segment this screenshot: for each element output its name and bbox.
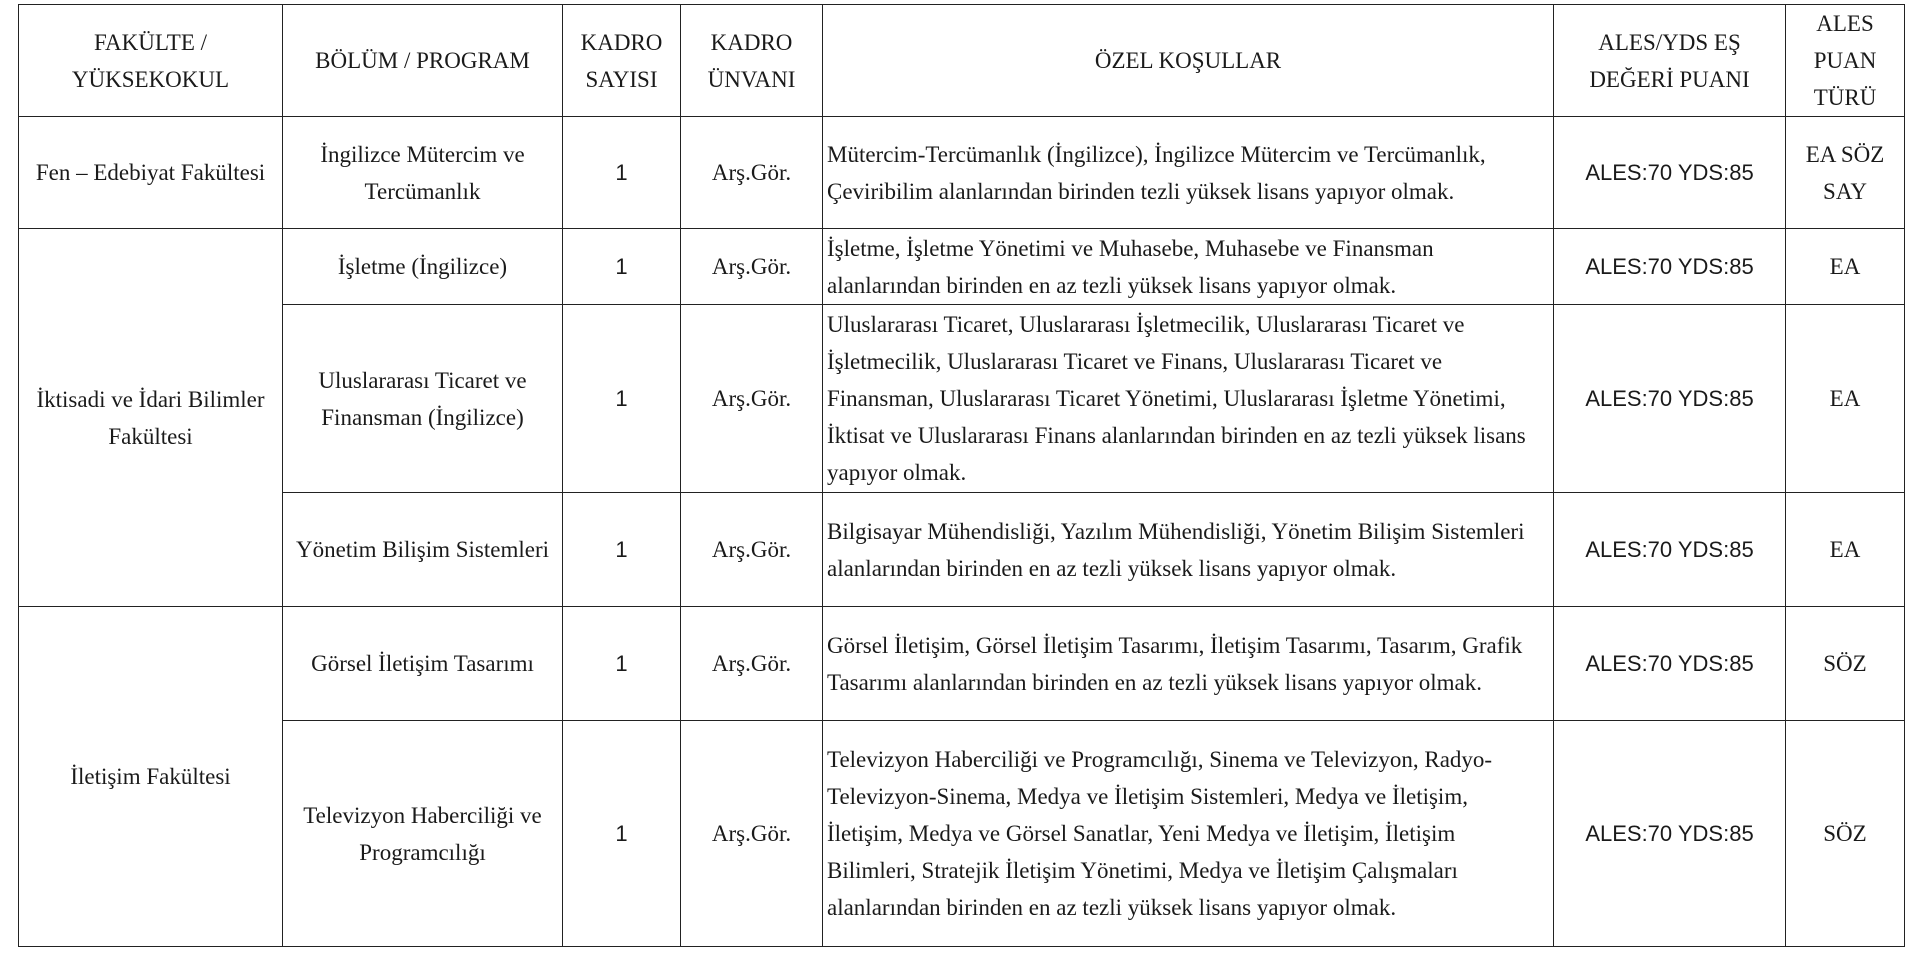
table-row: [19, 607, 1905, 721]
department-cell: İşletme (İngilizce): [283, 229, 563, 305]
count-cell: 1: [563, 117, 681, 229]
table-row: [19, 721, 1905, 947]
score-cell: ALES:70 YDS:85: [1554, 721, 1786, 947]
header-faculty: FAKÜLTE / YÜKSEKOKUL: [19, 5, 283, 117]
conditions-cell: Mütercim-Tercümanlık (İngilizce), İngilizce Mütercim ve Tercümanlık, Çeviribilim alanlarından birinden tezli yüksek lisans yapıyor olmak.: [823, 117, 1554, 229]
count-cell: 1: [563, 229, 681, 305]
header-count: KADRO SAYISI: [563, 5, 681, 117]
faculty-cell: İletişim Fakültesi: [19, 607, 283, 947]
header-score: ALES/YDS EŞ DEĞERİ PUANI: [1554, 5, 1786, 117]
score-type-cell: SÖZ: [1786, 607, 1905, 721]
score-type-cell: EA SÖZ SAY: [1786, 117, 1905, 229]
count-cell: 1: [563, 305, 681, 493]
score-cell: ALES:70 YDS:85: [1554, 305, 1786, 493]
header-conditions: ÖZEL KOŞULLAR: [823, 5, 1554, 117]
header-score-type: ALES PUAN TÜRÜ: [1786, 5, 1905, 117]
table-row: [19, 305, 1905, 493]
conditions-cell: Uluslararası Ticaret, Uluslararası İşletmecilik, Uluslararası Ticaret ve İşletmecilik, Uluslararası Ticaret ve Finans, Uluslararası Ticaret ve Finansman, Uluslararası Ticaret Yönetimi, Uluslararası İşletme Yönetimi, İktisat ve Uluslararası Finans alanlarından birinden en az tezli yüksek lisans yapıyor olmak.: [823, 305, 1554, 493]
department-cell: Görsel İletişim Tasarımı: [283, 607, 563, 721]
conditions-cell: Görsel İletişim, Görsel İletişim Tasarımı, İletişim Tasarımı, Tasarım, Grafik Tasarımı alanlarından birinden en az tezli yüksek lisans yapıyor olmak.: [823, 607, 1554, 721]
conditions-cell: Bilgisayar Mühendisliği, Yazılım Mühendisliği, Yönetim Bilişim Sistemleri alanlarından birinden en az tezli yüksek lisans yapıyor olmak.: [823, 493, 1554, 607]
title-cell: Arş.Gör.: [681, 305, 823, 493]
positions-table: [18, 4, 1905, 947]
header-title: KADRO ÜNVANI: [681, 5, 823, 117]
title-cell: Arş.Gör.: [681, 229, 823, 305]
title-cell: Arş.Gör.: [681, 607, 823, 721]
score-type-cell: EA: [1786, 493, 1905, 607]
score-cell: ALES:70 YDS:85: [1554, 229, 1786, 305]
department-cell: Uluslararası Ticaret ve Finansman (İngilizce): [283, 305, 563, 493]
conditions-cell: Televizyon Haberciliği ve Programcılığı, Sinema ve Televizyon, Radyo- Televizyon-Sinema, Medya ve İletişim Sistemleri, Medya ve İletişim, İletişim, Medya ve Görsel Sanatlar, Yeni Medya ve İletişim, İletişim Bilimleri, Stratejik İletişim Yönetimi, Medya ve İletişim Çalışmaları alanlarından birinden en az tezli yüksek lisans yapıyor olmak.: [823, 721, 1554, 947]
title-cell: Arş.Gör.: [681, 493, 823, 607]
department-cell: İngilizce Mütercim ve Tercümanlık: [283, 117, 563, 229]
table-row: [19, 229, 1905, 305]
department-cell: Televizyon Haberciliği ve Programcılığı: [283, 721, 563, 947]
count-cell: 1: [563, 607, 681, 721]
score-type-cell: SÖZ: [1786, 721, 1905, 947]
faculty-cell: İktisadi ve İdari Bilimler Fakültesi: [19, 229, 283, 607]
count-cell: 1: [563, 493, 681, 607]
table-row: [19, 493, 1905, 607]
score-cell: ALES:70 YDS:85: [1554, 493, 1786, 607]
header-department: BÖLÜM / PROGRAM: [283, 5, 563, 117]
title-cell: Arş.Gör.: [681, 117, 823, 229]
score-cell: ALES:70 YDS:85: [1554, 607, 1786, 721]
header-row: [19, 5, 1905, 117]
conditions-cell: İşletme, İşletme Yönetimi ve Muhasebe, Muhasebe ve Finansman alanlarından birinden en az tezli yüksek lisans yapıyor olmak.: [823, 229, 1554, 305]
score-cell: ALES:70 YDS:85: [1554, 117, 1786, 229]
positions-sheet: [18, 4, 1904, 947]
score-type-cell: EA: [1786, 229, 1905, 305]
department-cell: Yönetim Bilişim Sistemleri: [283, 493, 563, 607]
title-cell: Arş.Gör.: [681, 721, 823, 947]
faculty-cell: Fen – Edebiyat Fakültesi: [19, 117, 283, 229]
table-row: [19, 117, 1905, 229]
count-cell: 1: [563, 721, 681, 947]
score-type-cell: EA: [1786, 305, 1905, 493]
